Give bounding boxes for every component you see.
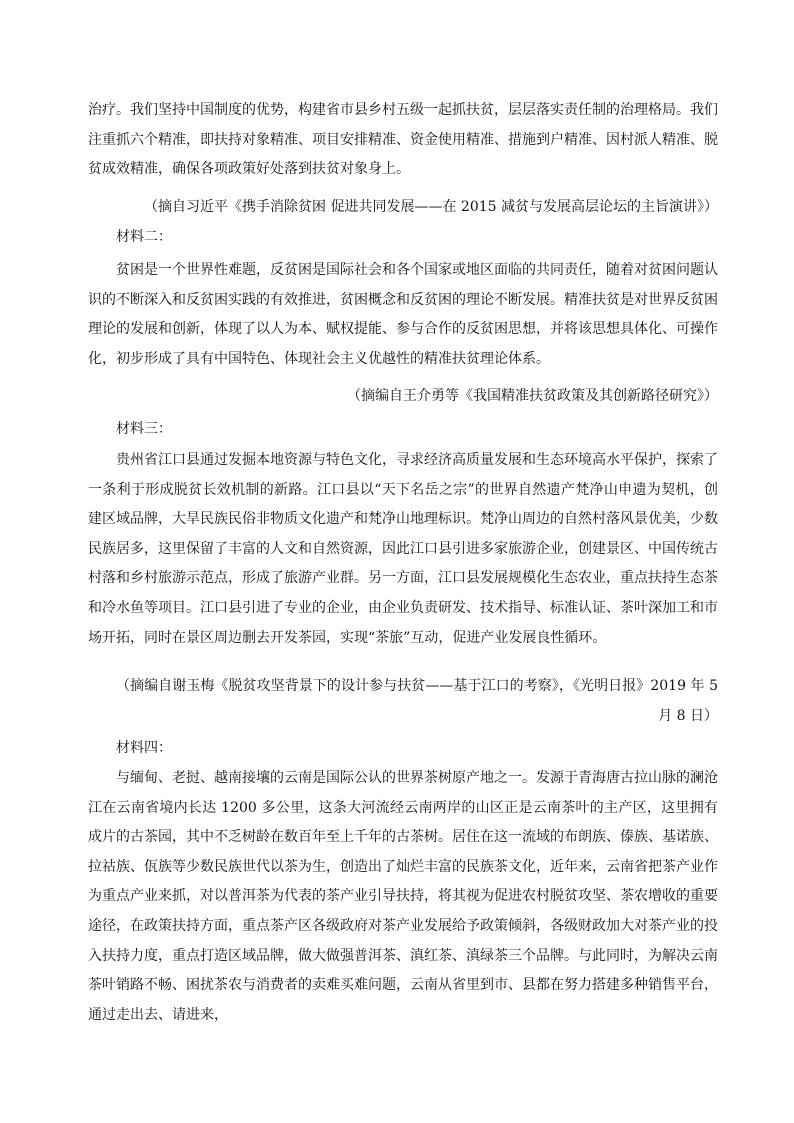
material3-paragraph: 贵州省江口县通过发掘本地资源与特色文化，寻求经济高质量发展和生态环境高水平保护，探索了一条利于形成脱贫长效机制的新路。江口县以“天下名岳之宗”的世界自然遗产梵净山申遗为契机，创建区域品牌，大旱民族民俗非物质文化遗产和梵净山地理标识。梵净山周边的自然村落风景优美，少数民族居多，这里保留了丰富的人文和自然资源，因此江口县引进多家旅游企业，创建景区、中国传统古村落和乡村旅游示范点，形成了旅游产业群。另一方面，江口县发展规模化生态农业，重点扶持生态茶和冷水鱼等项目。江口县引进了专业的企业，由企业负责研发、技术指导、标准认证、茶叶深加工和市场开拓，同时在景区周边删去开发茶园，实现“茶旅”互动，促进产业发展良性循环。 — [88, 452, 718, 646]
material3-label: 材料三： — [116, 421, 172, 437]
material1-source: （摘自习近平《携手消除贫困 促进共同发展——在 2015 减贫与发展高层论坛的主旨演讲》） — [144, 199, 718, 215]
material4-label: 材料四： — [116, 740, 172, 756]
material2-paragraph: 贫困是一个世界性难题，反贫困是国际社会和各个国家或地区面临的共同责任，随着对贫困问题认识的不断深入和反贫困实践的有效推进，贫困概念和反贫困的理论不断发展。精准扶贫是对世界反贫困理论的发展和创新，体现了以人为本、赋权提能、参与合作的反贫困思想，并将该思想具体化、可操作化，初步形成了具有中国特色、体现社会主义优越性的精准扶贫理论体系。 — [88, 262, 718, 367]
material3-source: （摘编自谢玉梅《脱贫攻坚背景下的设计参与扶贫——基于江口的考察》，《光明日报》2019 年 5 月 8 日） — [116, 678, 718, 724]
material4-paragraph: 与缅甸、老挝、越南接壤的云南是国际公认的世界茶树原产地之一。发源于青海唐古拉山脉的澜沧江在云南省境内长达 1200 多公里，这条大河流经云南两岸的山区正是云南茶叶的主产区，这里拥有成片的古茶园，其中不乏树龄在数百年至上千年的古茶树。居住在这一流域的布朗族、傣族、基诺族、拉祜族、佤族等少数民族世代以茶为生，创造出了灿烂丰富的民族茶文化，近年来，云南省把茶产业作为重点产业来抓，对以普洱茶为代表的茶产业引导扶持，将其视为促进农村脱贫攻坚、茶农增收的重要途径，在政策扶持方面，重点茶产区各级政府对茶产业发展给予政策倾斜，各级财政加大对茶产业的投入扶持力度，重点打造区域品牌，做大做强普洱茶、滇红茶、滇绿茶三个品牌。与此同时，为解决云南茶叶销路不畅、困扰茶农与消费者的卖难买难问题，云南从省里到市、县都在努力搭建多种销售平台，通过走出去、请进来， — [88, 770, 718, 1023]
material1-tail-paragraph: 治疗。我们坚持中国制度的优势，构建省市县乡村五级一起抓扶贫，层层落实责任制的治理格局。我们注重抓六个精准，即扶持对象精准、项目安排精准、资金使用精准、措施到户精准、因村派人精准、脱贫成效精准，确保各项政策好处落到扶贫对象身上。 — [88, 102, 718, 178]
material2-source: （摘编自王介勇等《我国精准扶贫政策及其创新路径研究》） — [347, 388, 718, 404]
material2-label: 材料二： — [116, 229, 172, 245]
